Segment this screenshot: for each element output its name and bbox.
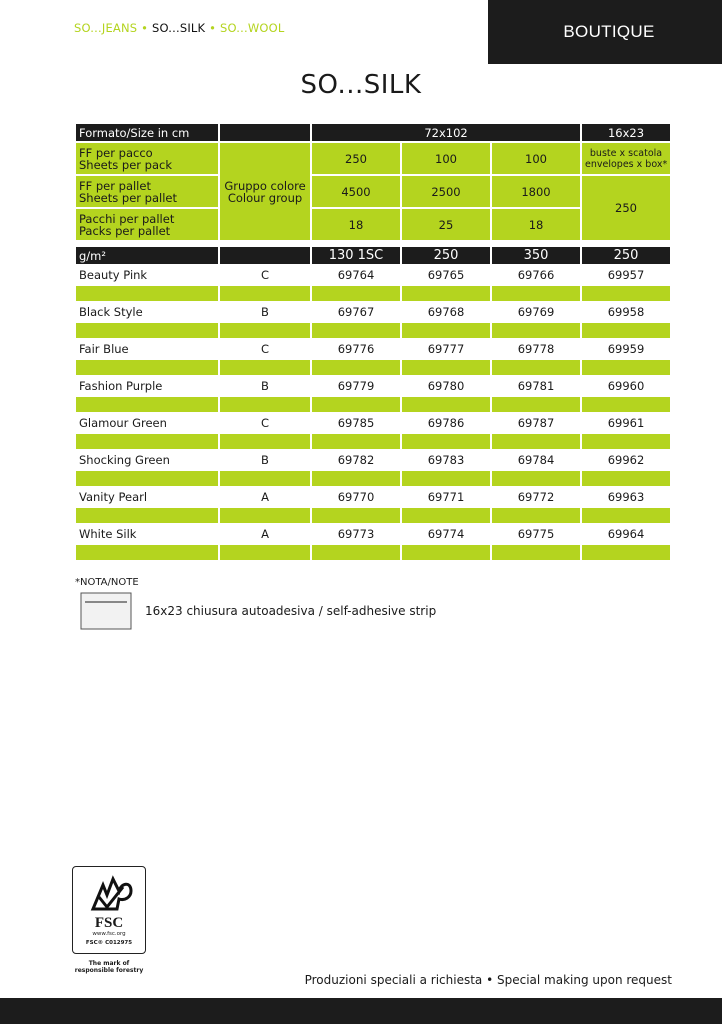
pack-label: FF per pacco Sheets per pack (76, 143, 218, 174)
row-divider (76, 323, 670, 338)
table-row (76, 377, 670, 395)
row-sheets-per-pallet: FF per pallet Sheets per pallet 4500 2500 1800 250 (76, 176, 670, 207)
note-text: 16x23 chiusura autoadesiva / self-adhesive strip (145, 604, 437, 618)
product-code: 69774 (402, 525, 490, 543)
brand-banner: BOUTIQUE (488, 0, 722, 64)
colour-group: C (220, 266, 310, 284)
product-code: 69782 (312, 451, 400, 469)
row-divider (76, 397, 670, 412)
product-name: White Silk (76, 525, 218, 543)
product-name: Fashion Purple (76, 377, 218, 395)
top-nav (74, 21, 285, 35)
footer-note: Produzioni speciali a richiesta • Special making upon request (304, 973, 672, 987)
envelope-pallet-value: 250 (582, 176, 670, 240)
product-code: 69961 (582, 414, 670, 432)
product-code: 69783 (402, 451, 490, 469)
product-code: 69767 (312, 303, 400, 321)
table-header-weights: g/m² 130 1SC 250 350 250 (76, 247, 670, 264)
product-code: 69778 (492, 340, 580, 358)
product-table (74, 122, 672, 562)
product-code: 69784 (492, 451, 580, 469)
product-code: 69775 (492, 525, 580, 543)
colour-group: C (220, 414, 310, 432)
fsc-logo (72, 866, 146, 954)
product-code: 69779 (312, 377, 400, 395)
nav-separator: • (209, 21, 217, 35)
size-large: 72x102 (312, 124, 580, 141)
colour-group: B (220, 451, 310, 469)
colour-group: B (220, 303, 310, 321)
row-divider (76, 360, 670, 375)
nav-item-silk[interactable]: SO...SILK (151, 21, 206, 35)
product-code: 69964 (582, 525, 670, 543)
colour-group-label: Gruppo colore Colour group (220, 143, 310, 240)
table-row (76, 266, 670, 284)
table-row (76, 340, 670, 358)
pallet-label: FF per pallet Sheets per pallet (76, 176, 218, 207)
row-sheets-per-pack: FF per pacco Sheets per pack Gruppo colore Colour group 250 100 100 buste x scatola envelopes x box* (76, 143, 670, 174)
tree-check-icon (73, 869, 145, 919)
fsc-code: FSC® C012975 (85, 940, 133, 946)
product-code: 69764 (312, 266, 400, 284)
row-divider (76, 471, 670, 486)
product-name: Glamour Green (76, 414, 218, 432)
product-code: 69781 (492, 377, 580, 395)
product-code: 69957 (582, 266, 670, 284)
product-code: 69768 (402, 303, 490, 321)
fsc-name: FSC (94, 915, 124, 931)
product-code: 69963 (582, 488, 670, 506)
row-packs-per-pallet: Pacchi per pallet Packs per pallet 18 25 18 (76, 209, 670, 240)
product-name: Vanity Pearl (76, 488, 218, 506)
product-code: 69771 (402, 488, 490, 506)
table-row (76, 451, 670, 469)
row-divider (76, 286, 670, 301)
product-name: Fair Blue (76, 340, 218, 358)
product-code: 69773 (312, 525, 400, 543)
table-row (76, 488, 670, 506)
page-title: SO...SILK (300, 70, 422, 100)
row-divider (76, 434, 670, 449)
product-code: 69780 (402, 377, 490, 395)
envelopes-per-box-label: buste x scatola envelopes x box* (582, 143, 670, 174)
product-code: 69962 (582, 451, 670, 469)
row-divider (76, 545, 670, 560)
colour-group: B (220, 377, 310, 395)
product-code: 69776 (312, 340, 400, 358)
envelope-icon (80, 592, 132, 630)
packs-label: Pacchi per pallet Packs per pallet (76, 209, 218, 240)
product-code: 69766 (492, 266, 580, 284)
fsc-url: www.fsc.org (92, 931, 126, 937)
product-name: Black Style (76, 303, 218, 321)
colour-group: A (220, 488, 310, 506)
product-code: 69777 (402, 340, 490, 358)
product-code: 69769 (492, 303, 580, 321)
table-header-format (76, 124, 670, 141)
gsm-label: g/m² (76, 247, 218, 264)
table-row (76, 525, 670, 543)
colour-group: C (220, 340, 310, 358)
nav-item-wool[interactable]: SO...WOOL (219, 21, 285, 35)
nav-separator: • (141, 21, 149, 35)
nav-item-jeans[interactable]: SO...JEANS (74, 21, 138, 35)
product-code: 69958 (582, 303, 670, 321)
fsc-caption: The mark of responsible forestry (74, 960, 144, 974)
row-divider (76, 508, 670, 523)
product-code: 69772 (492, 488, 580, 506)
product-code: 69765 (402, 266, 490, 284)
colour-group: A (220, 525, 310, 543)
product-code: 69770 (312, 488, 400, 506)
table-row (76, 414, 670, 432)
product-code: 69786 (402, 414, 490, 432)
product-code: 69959 (582, 340, 670, 358)
product-name: Beauty Pink (76, 266, 218, 284)
bottom-bar (0, 998, 722, 1024)
note-label: *NOTA/NOTE (75, 577, 139, 588)
format-label: Formato/Size in cm (76, 124, 218, 141)
size-small: 16x23 (582, 124, 670, 141)
product-name: Shocking Green (76, 451, 218, 469)
product-code: 69785 (312, 414, 400, 432)
product-code: 69787 (492, 414, 580, 432)
table-row (76, 303, 670, 321)
product-code: 69960 (582, 377, 670, 395)
